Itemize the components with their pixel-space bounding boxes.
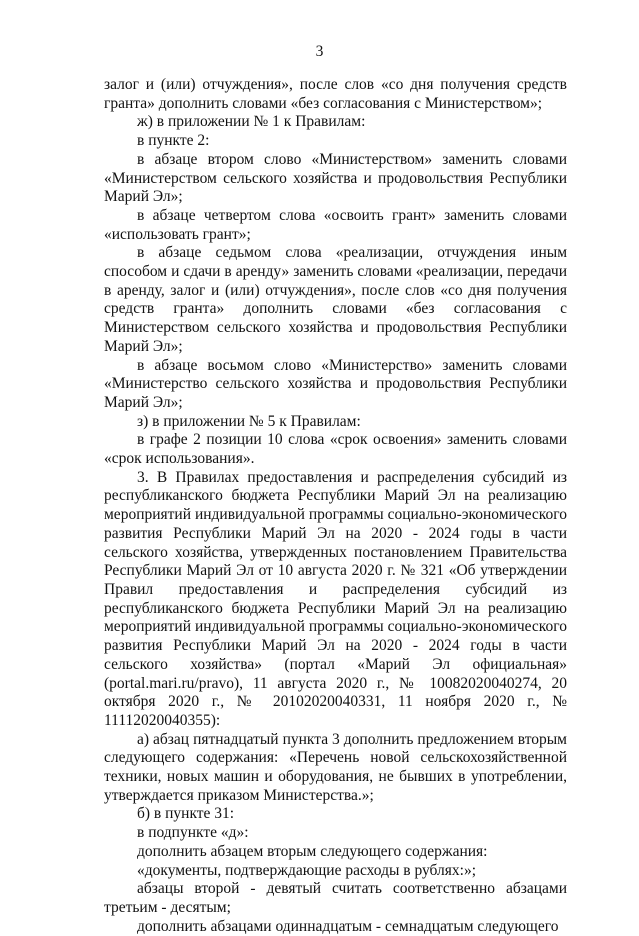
paragraph: з) в приложении № 5 к Правилам:	[137, 412, 361, 430]
paragraph: дополнить абзацами одиннадцатым - семнадцатым следующего	[137, 917, 559, 935]
paragraph: в графе 2 позиции 10 слова «срок освоения» заменить словами «срок использования».	[104, 431, 567, 468]
document-body	[104, 76, 567, 936]
paragraph: в пункте 2:	[137, 132, 210, 150]
paragraph: а) абзац пятнадцатый пункта 3 дополнить предложением вторым следующего содержания: «Перечень новой сельскохозяйственной техники, новых машин и оборудования, не бывших в употреблении, утверждается приказом Министерства.»;	[104, 730, 567, 804]
paragraph: абзацы второй - девятый считать соответственно абзацами третьим - десятым;	[104, 880, 567, 916]
paragraph: в абзаце восьмом слово «Министерство» заменить словами «Министерство сельского хозяйства и продовольствия Республики Марий Эл»;	[104, 356, 567, 411]
paragraph: в абзаце четвертом слова «освоить грант» заменить словами «использовать грант»;	[104, 206, 567, 243]
paragraph: 3. В Правилах предоставления и распределения субсидий из республиканского бюджета Республики Марий Эл на реализацию мероприятий индивидуальной программы социально-экономического развития Республики Марий Эл на 2020 - 2024 годы в части сельского хозяйства, утвержденных постановлением Правительства Республики Марий Эл от 10 августа 2020 г. № 321 «Об утверждении Правил предоставления и распределения субсидий из республиканского бюджета Республики Марий Эл на реализацию мероприятий индивидуальной программы социально-экономического развития Республики Марий Эл на 2020 - 2024 годы в части сельского хозяйства» (портал «Марий Эл официальная» (portal.mari.ru/pravo), 11 августа 2020 г., № 10082020040274, 20 октября 2020 г., № 20102020040331, 11 ноября 2020 г., № 11112020040355):	[104, 468, 567, 729]
paragraph: в абзаце втором слово «Министерством» заменить словами «Министерством сельского хозяйства и продовольствия Республики Марий Эл»;	[104, 150, 567, 206]
paragraph: залог и (или) отчуждения», после слов «со дня получения средств гранта» дополнить словами «без согласования с Министерством»;	[104, 76, 567, 112]
paragraph: «документы, подтверждающие расходы в рублях:»;	[137, 861, 477, 879]
page-number: 3	[315, 43, 324, 60]
paragraph: в абзаце седьмом слова «реализации, отчуждения иным способом и сдачи в аренду» заменить словами «реализации, передачи в аренду, залог и (или) отчуждения», после слов «со дня получения средств гранта» дополнить словами «без согласования с Министерством сельского хозяйства и продовольствия Республики Марий Эл»;	[104, 244, 567, 355]
paragraph: дополнить абзацем вторым следующего содержания:	[137, 842, 488, 860]
paragraph: ж) в приложении № 1 к Правилам:	[137, 113, 366, 131]
paragraph: в подпункте «д»:	[137, 824, 249, 842]
paragraph: б) в пункте 31:	[137, 805, 235, 823]
